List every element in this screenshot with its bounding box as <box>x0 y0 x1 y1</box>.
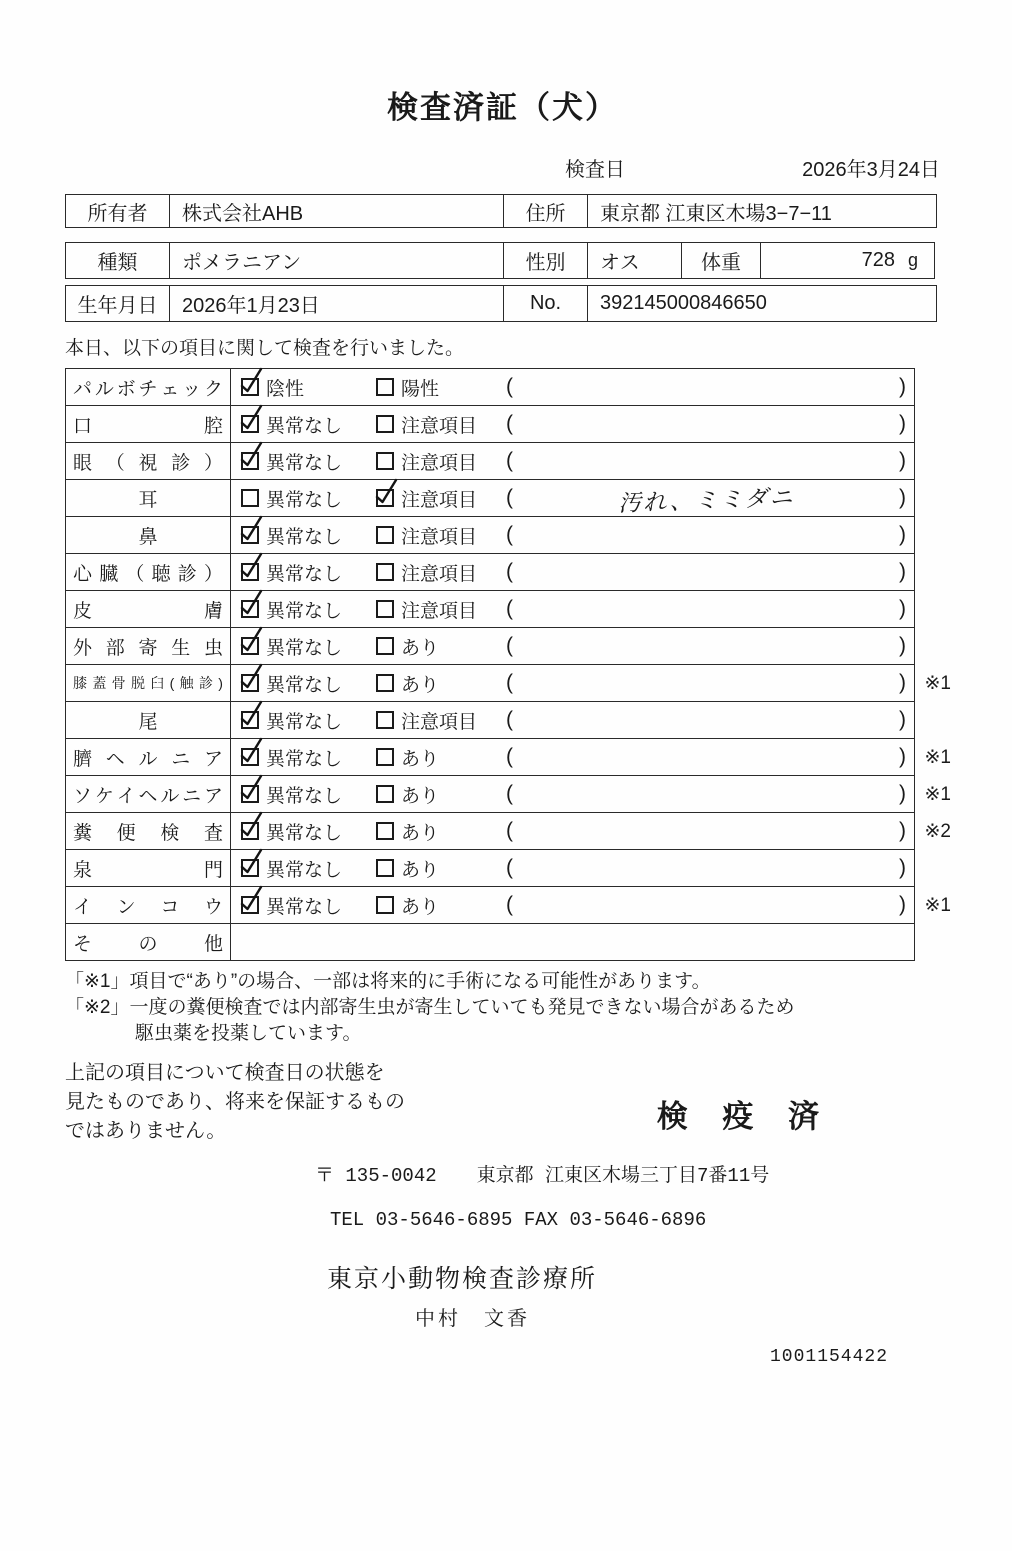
checklist-row <box>65 775 951 813</box>
note-area <box>506 708 914 732</box>
sex-label: 性別 <box>503 242 588 279</box>
birthdate-label: 生年月日 <box>65 285 170 322</box>
checkbox-option <box>376 818 506 845</box>
check-mark-icon <box>241 784 257 800</box>
checklist-row <box>65 701 915 739</box>
birthdate-value: 2026年1月23日 <box>169 285 504 322</box>
checklist-row-body <box>231 369 914 405</box>
checkbox-empty-icon[interactable] <box>376 378 394 396</box>
checkbox-label: 陰性 <box>266 378 305 400</box>
check-mark-icon <box>241 747 257 763</box>
checklist-row-body <box>231 591 914 627</box>
checkbox-option <box>376 707 506 734</box>
clinic-name: 東京小動物検査診療所 <box>327 1265 598 1293</box>
checklist-item-label: イ ン コ ウ <box>66 887 231 923</box>
checkbox-checked-icon[interactable] <box>376 489 394 507</box>
paren-open: ( <box>506 893 513 916</box>
checkbox-label: 異常なし <box>266 674 343 696</box>
note-area <box>506 523 914 547</box>
checkbox-option <box>241 855 376 882</box>
note-area <box>506 893 914 917</box>
sex-value: オス <box>587 242 682 279</box>
checkbox-label: 異常なし <box>266 563 343 585</box>
checkbox-checked-icon[interactable] <box>241 674 259 692</box>
check-mark-icon <box>241 414 257 430</box>
paren-open: ( <box>506 819 513 842</box>
note-area <box>506 856 914 880</box>
checklist-row-body <box>231 702 914 738</box>
checkbox-option <box>241 522 376 549</box>
check-mark-icon <box>241 377 257 393</box>
paren-close: ) <box>899 523 906 546</box>
examiner-name: 中村 文香 <box>415 1308 530 1330</box>
checklist-item-label: 泉 門 <box>66 850 231 886</box>
inspection-date-row <box>565 153 940 182</box>
address-label: 住所 <box>503 194 588 228</box>
paren-close: ) <box>899 634 906 657</box>
checkbox-option <box>241 411 376 438</box>
checkbox-checked-icon[interactable] <box>241 785 259 803</box>
inspection-date-value: 2026年3月24日 <box>802 159 940 181</box>
check-mark-icon <box>241 673 257 689</box>
footnote-ref: ※1 <box>924 747 951 768</box>
paren-close: ) <box>899 819 906 842</box>
check-mark-icon <box>376 488 392 504</box>
footnote-2-continued: 駆虫薬を投薬しています。 <box>135 1023 362 1044</box>
checkbox-empty-icon[interactable] <box>376 785 394 803</box>
checklist-item-label: 心 臓 （ 聴 診 ） <box>66 554 231 590</box>
checklist-row <box>65 812 951 850</box>
checkbox-label: 異常なし <box>266 637 343 659</box>
checkbox-empty-icon[interactable] <box>376 711 394 729</box>
checklist-row-body <box>231 628 914 664</box>
checkbox-option <box>241 448 376 475</box>
checkbox-checked-icon[interactable] <box>241 526 259 544</box>
note-area <box>506 375 914 399</box>
weight-value: 728 <box>861 249 895 271</box>
checklist-row-body <box>231 887 914 923</box>
note-area <box>506 782 914 806</box>
checkbox-label: 異常なし <box>266 748 343 770</box>
tel-fax-line: TEL 03-5646-6895 FAX 03-5646-6896 <box>330 1209 707 1231</box>
check-mark-icon <box>241 858 257 874</box>
checklist-row <box>65 849 915 887</box>
certificate-no-label: No. <box>503 285 588 322</box>
check-mark-icon <box>241 525 257 541</box>
checkbox-label: 注意項目 <box>401 526 478 548</box>
paren-close: ) <box>899 597 906 620</box>
checkbox-label: あり <box>401 637 440 659</box>
checkbox-checked-icon[interactable] <box>241 748 259 766</box>
checklist-row <box>65 368 915 406</box>
footnote-1: 「※1」項目で“あり”の場合、一部は将来的に手術になる可能性があります。 <box>65 971 711 992</box>
paren-close: ) <box>899 375 906 398</box>
checklist-item-label: 耳 <box>66 480 231 516</box>
disclaimer-and-stamp-row <box>65 1059 940 1146</box>
weight-label: 体重 <box>681 242 761 279</box>
checklist-row <box>65 590 915 628</box>
note-area <box>506 634 914 658</box>
checkbox-option <box>241 781 376 808</box>
note-area <box>506 745 914 769</box>
checkbox-option <box>376 559 506 586</box>
checkbox-label: 異常なし <box>266 600 343 622</box>
page-title: 検査済証（犬） <box>387 90 618 125</box>
checklist-row-body <box>231 554 914 590</box>
checkbox-label: 注意項目 <box>401 452 478 474</box>
checkbox-checked-icon[interactable] <box>241 896 259 914</box>
checkbox-checked-icon[interactable] <box>241 637 259 655</box>
checkbox-label: 異常なし <box>266 526 343 548</box>
checkbox-option <box>241 744 376 771</box>
checklist-item-label: 皮 膚 <box>66 591 231 627</box>
paren-open: ( <box>506 856 513 879</box>
checkbox-label: 注意項目 <box>401 415 478 437</box>
postal-address-line <box>315 1160 940 1187</box>
checkbox-option <box>376 596 506 623</box>
checkbox-label: あり <box>401 896 440 918</box>
note-area <box>506 482 914 515</box>
checkbox-empty-icon[interactable] <box>376 526 394 544</box>
checklist-row <box>65 738 951 776</box>
checkbox-option <box>376 855 506 882</box>
checklist-item-label: 糞 便 検 査 <box>66 813 231 849</box>
intro-text: 本日、以下の項目に関して検査を行いました。 <box>65 338 465 359</box>
note-area <box>506 597 914 621</box>
checkbox-option <box>376 374 506 401</box>
checklist-row <box>65 664 951 702</box>
checklist-row <box>65 553 915 591</box>
paren-open: ( <box>506 486 513 509</box>
checkbox-option <box>241 374 376 401</box>
check-mark-icon <box>241 451 257 467</box>
checkbox-empty-icon[interactable] <box>376 748 394 766</box>
breed-label: 種類 <box>65 242 170 279</box>
checkbox-option <box>376 411 506 438</box>
checklist-item-label: 眼 （ 視 診 ） <box>66 443 231 479</box>
handwritten-note-text: 汚れ、ミミダニ <box>617 483 795 516</box>
footnote-ref: ※1 <box>924 784 951 805</box>
check-mark-icon <box>241 895 257 911</box>
checkbox-option <box>241 670 376 697</box>
checkbox-option <box>376 892 506 919</box>
quarantine-passed-stamp: 検 疫 済 <box>656 1099 832 1134</box>
note-area <box>506 671 914 695</box>
paren-open: ( <box>506 523 513 546</box>
paren-open: ( <box>506 597 513 620</box>
checkbox-checked-icon[interactable] <box>241 822 259 840</box>
checklist-table <box>65 368 951 961</box>
checkbox-label: 注意項目 <box>401 711 478 733</box>
disclaimer-text <box>65 1059 405 1146</box>
checkbox-label: あり <box>401 674 440 696</box>
checklist-row <box>65 923 915 961</box>
serial-number: 1001154422 <box>770 1347 889 1367</box>
checklist-row-body <box>231 406 914 442</box>
checkbox-empty-icon[interactable] <box>376 563 394 581</box>
breed-value: ポメラニアン <box>169 242 504 279</box>
checklist-row-body <box>231 665 914 701</box>
checklist-item-label: ソ ケ イ ヘ ル ニ ア <box>66 776 231 812</box>
checkbox-label: 陽性 <box>401 378 440 400</box>
checkbox-empty-icon[interactable] <box>376 600 394 618</box>
paren-close: ) <box>899 486 906 509</box>
note-area <box>506 560 914 584</box>
weight-unit: g <box>907 250 918 270</box>
checkbox-option <box>241 892 376 919</box>
checklist-row <box>65 405 915 443</box>
certificate-no-value: 392145000846650 <box>587 285 937 322</box>
checkbox-option <box>376 781 506 808</box>
checkbox-option <box>241 707 376 734</box>
paren-open: ( <box>506 782 513 805</box>
checkbox-empty-icon[interactable] <box>241 489 259 507</box>
paren-open: ( <box>506 449 513 472</box>
owner-row <box>65 194 940 228</box>
checkbox-label: 異常なし <box>266 785 343 807</box>
check-mark-icon <box>241 599 257 615</box>
checklist-item-label: 口 腔 <box>66 406 231 442</box>
checkbox-option <box>376 448 506 475</box>
checkbox-option <box>376 670 506 697</box>
paren-open: ( <box>506 671 513 694</box>
inspection-date-label: 検査日 <box>565 159 625 181</box>
check-mark-icon <box>241 821 257 837</box>
checklist-row <box>65 886 951 924</box>
owner-label: 所有者 <box>65 194 170 228</box>
checklist-row <box>65 479 915 517</box>
paren-open: ( <box>506 745 513 768</box>
checkbox-option <box>241 818 376 845</box>
checklist-row-body <box>231 776 914 812</box>
checkbox-label: 異常なし <box>266 415 343 437</box>
footnotes-block <box>65 969 940 1047</box>
paren-open: ( <box>506 634 513 657</box>
note-area <box>506 819 914 843</box>
checkbox-checked-icon[interactable] <box>241 415 259 433</box>
checkbox-option <box>376 485 506 512</box>
footnote-ref: ※1 <box>924 673 951 694</box>
paren-open: ( <box>506 412 513 435</box>
handwritten-note <box>513 482 899 515</box>
breed-sex-weight-row <box>65 242 940 279</box>
check-mark-icon <box>241 636 257 652</box>
checkbox-label: 異常なし <box>266 711 343 733</box>
checkbox-checked-icon[interactable] <box>241 378 259 396</box>
footnote-ref: ※2 <box>924 821 951 842</box>
checkbox-label: 注意項目 <box>401 489 478 511</box>
checkbox-empty-icon[interactable] <box>376 452 394 470</box>
checklist-item-label: パ ル ボ チ ェ ッ ク <box>66 369 231 405</box>
checklist-item-label: 尾 <box>66 702 231 738</box>
paren-close: ) <box>899 560 906 583</box>
address-value: 東京都 江東区木場3−7−11 <box>587 194 937 228</box>
paren-close: ) <box>899 449 906 472</box>
paren-close: ) <box>899 893 906 916</box>
checkbox-label: あり <box>401 748 440 770</box>
footnote-ref: ※1 <box>924 895 951 916</box>
checklist-row <box>65 442 915 480</box>
weight-value-cell <box>760 242 935 279</box>
clinic-address: 東京都 江東区木場三丁目7番11号 <box>476 1165 770 1187</box>
checkbox-checked-icon[interactable] <box>241 600 259 618</box>
checklist-item-label: 臍 ヘ ル ニ ア <box>66 739 231 775</box>
checkbox-option <box>376 522 506 549</box>
checkbox-checked-icon[interactable] <box>241 859 259 877</box>
paren-close: ) <box>899 708 906 731</box>
checkbox-empty-icon[interactable] <box>376 822 394 840</box>
checklist-row-body <box>231 443 914 479</box>
checklist-item-label: 外 部 寄 生 虫 <box>66 628 231 664</box>
checkbox-option <box>241 485 376 512</box>
disclaimer-line-2: 見たものであり、将来を保証するもの <box>65 1091 405 1113</box>
note-area <box>506 412 914 436</box>
checkbox-label: 異常なし <box>266 452 343 474</box>
checkbox-label: 異常なし <box>266 896 343 918</box>
paren-close: ) <box>899 782 906 805</box>
footnote-2: 「※2」一度の糞便検査では内部寄生虫が寄生していても発見できない場合があるため <box>65 997 795 1018</box>
paren-open: ( <box>506 375 513 398</box>
birthdate-no-row <box>65 285 940 322</box>
disclaimer-line-3: ではありません。 <box>65 1120 227 1142</box>
checklist-row-body <box>231 517 914 553</box>
checkbox-label: あり <box>401 785 440 807</box>
checkbox-empty-icon[interactable] <box>376 415 394 433</box>
paren-open: ( <box>506 708 513 731</box>
checkbox-option <box>241 596 376 623</box>
postal-code: 〒 135-0042 <box>315 1165 437 1187</box>
checkbox-checked-icon[interactable] <box>241 711 259 729</box>
disclaimer-line-1: 上記の項目について検査日の状態を <box>65 1062 385 1084</box>
checkbox-option <box>241 633 376 660</box>
check-mark-icon <box>241 562 257 578</box>
paren-close: ) <box>899 412 906 435</box>
checklist-item-label: 膝 蓋 骨 脱 臼 ( 触 診 ) <box>66 665 231 701</box>
checklist-row-body <box>231 480 914 516</box>
checkbox-label: あり <box>401 822 440 844</box>
checkbox-label: 異常なし <box>266 489 343 511</box>
checkbox-empty-icon[interactable] <box>376 674 394 692</box>
checkbox-option <box>376 744 506 771</box>
checklist-row-body <box>231 813 914 849</box>
checkbox-empty-icon[interactable] <box>376 896 394 914</box>
checklist-row-body <box>231 850 914 886</box>
checkbox-option <box>241 559 376 586</box>
checkbox-label: あり <box>401 859 440 881</box>
checklist-item-label: そ の 他 <box>66 924 231 960</box>
checkbox-label: 異常なし <box>266 822 343 844</box>
note-area <box>506 449 914 473</box>
checklist-row-body <box>231 739 914 775</box>
checkbox-empty-icon[interactable] <box>376 859 394 877</box>
checkbox-label: 異常なし <box>266 859 343 881</box>
checklist-row <box>65 516 915 554</box>
checkbox-checked-icon[interactable] <box>241 563 259 581</box>
paren-close: ) <box>899 745 906 768</box>
owner-value: 株式会社AHB <box>169 194 504 228</box>
certificate-page <box>0 82 1012 1367</box>
checkbox-empty-icon[interactable] <box>376 637 394 655</box>
checklist-row <box>65 627 915 665</box>
checkbox-option <box>376 633 506 660</box>
checkbox-label: 注意項目 <box>401 600 478 622</box>
paren-close: ) <box>899 671 906 694</box>
checkbox-label: 注意項目 <box>401 563 478 585</box>
checklist-item-label: 鼻 <box>66 517 231 553</box>
paren-close: ) <box>899 856 906 879</box>
check-mark-icon <box>241 710 257 726</box>
checklist-row-body <box>231 924 914 960</box>
paren-open: ( <box>506 560 513 583</box>
checkbox-checked-icon[interactable] <box>241 452 259 470</box>
